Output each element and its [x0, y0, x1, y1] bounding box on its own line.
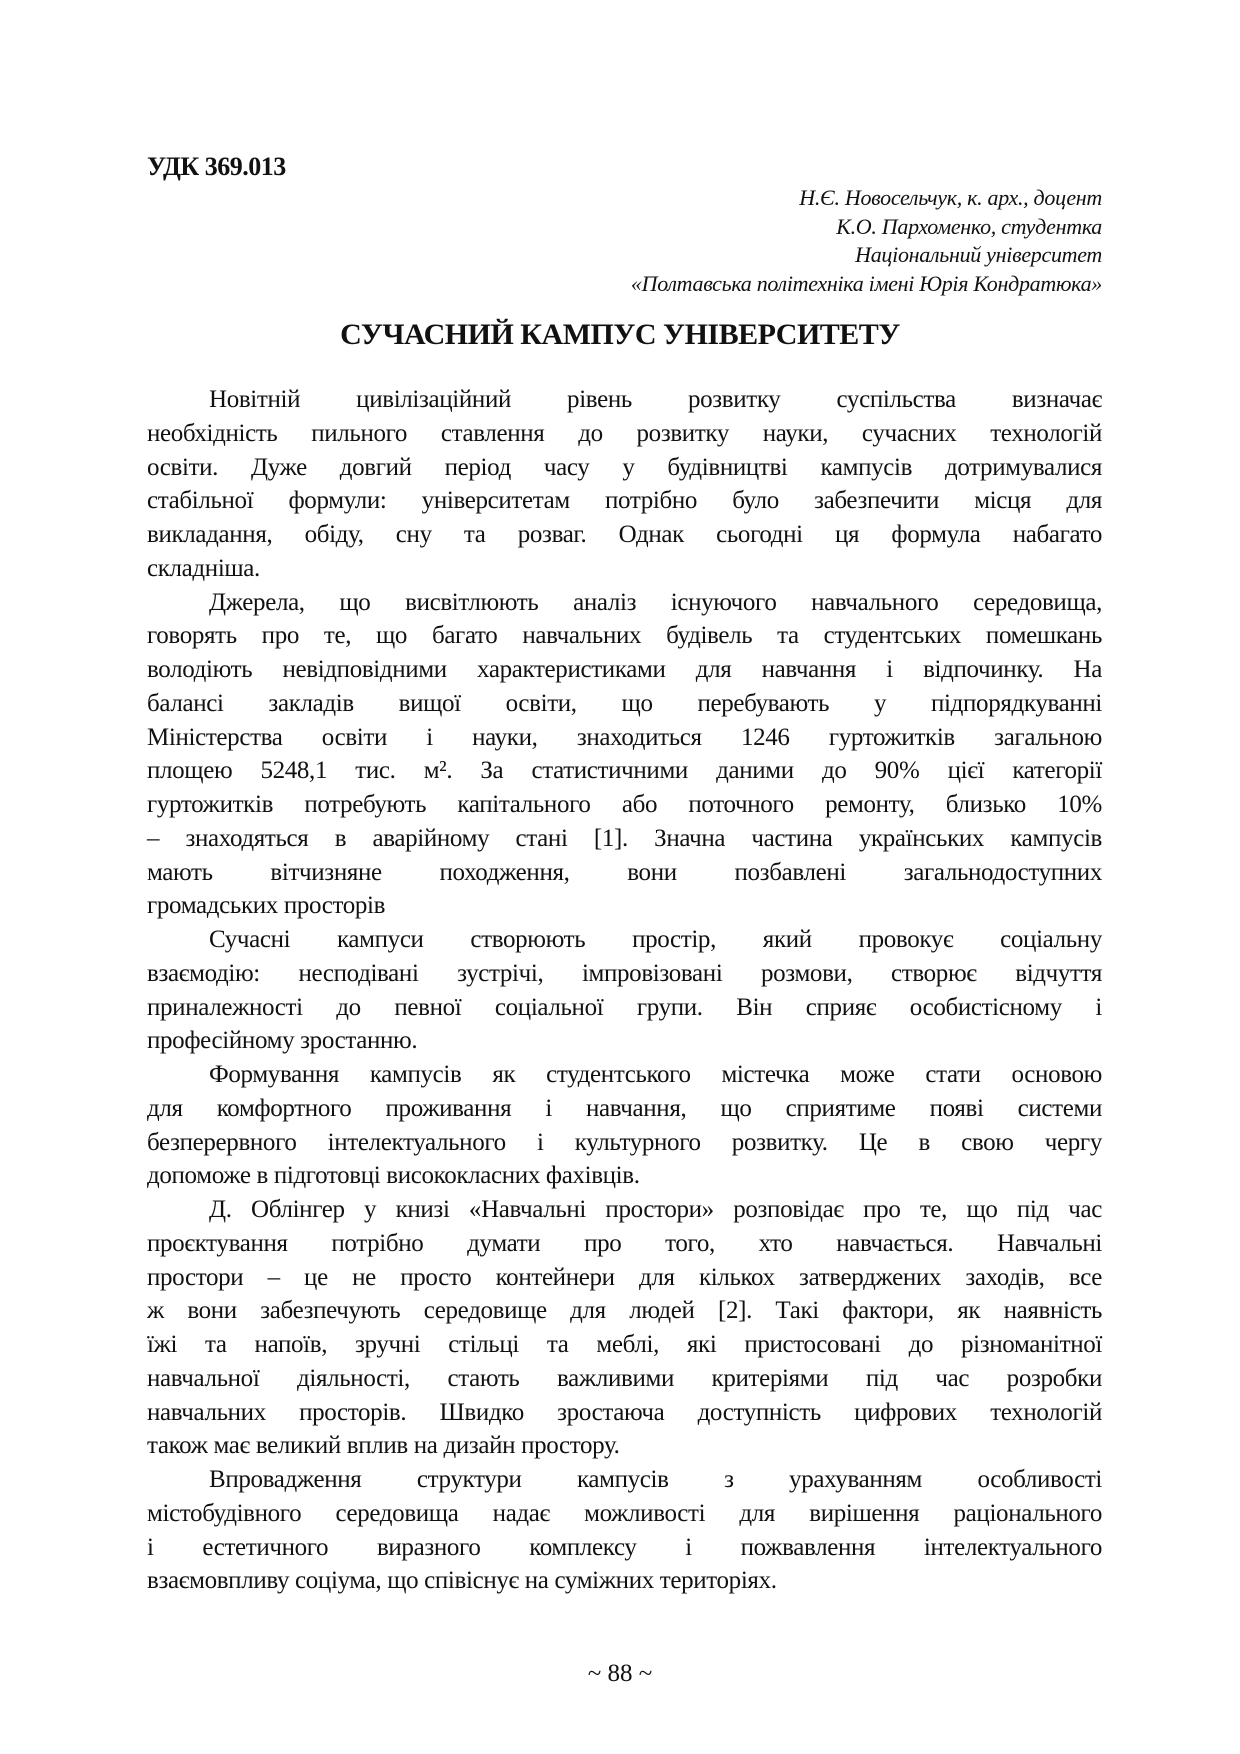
- text-line: – знаходяться в аварійному стані [1]. Значна частина українських кампусів: [147, 824, 1102, 852]
- author-1: Н.Є. Новосельчук, к. арх., доцент: [799, 185, 1102, 210]
- udk-code: УДК 369.013: [147, 152, 286, 181]
- text-line: викладання, обіду, сну та розваг. Однак сьогодні ця формула набагато: [147, 521, 1102, 548]
- text-line: мають вітчизняне походження, вони позбавлені загальнодоступних: [147, 858, 1102, 886]
- text-line: безперервного інтелектуального і культурного розвитку. Це в свою чергу: [147, 1128, 1102, 1156]
- text-line: необхідність пильного ставлення до розвитку науки, сучасних технологій: [147, 419, 1102, 447]
- text-line: також має великий вплив на дизайн простору.: [147, 1432, 620, 1460]
- text-line: навчальної діяльності, стають важливими критеріями під час розробки: [147, 1364, 1102, 1392]
- text-line: Д. Облінгер у книзі «Навчальні простори» розповідає про те, що під час: [209, 1196, 1102, 1223]
- text-line: Джерела, що висвітлюють аналіз існуючого навчального середовища,: [209, 588, 1102, 616]
- text-line: взаємодію: несподівані зустрічі, імпровізовані розмови, створює відчуття: [147, 959, 1102, 987]
- article-title: СУЧАСНИЙ КАМПУС УНІВЕРСИТЕТУ: [340, 318, 900, 351]
- text-line: гуртожитків потребують капітального або поточного ремонту, близько 10%: [147, 791, 1102, 818]
- text-line: взаємовпливу соціума, що співіснує на суміжних територіях.: [147, 1567, 777, 1595]
- text-line: навчальних просторів. Швидко зростаюча доступність цифрових технологій: [147, 1398, 1102, 1426]
- text-line: проєктування потрібно думати про того, хто навчається. Навчальні: [147, 1229, 1102, 1257]
- paragraph: [147, 383, 1102, 586]
- affiliation: Національний університет: [855, 242, 1102, 268]
- text-line: громадських просторів: [147, 892, 386, 920]
- text-line: професійному зростанню.: [147, 1027, 418, 1055]
- authors-block: [631, 184, 1102, 299]
- affiliation-name: «Полтавська політехніка імені Юрія Кондратюка»: [630, 271, 1102, 297]
- text-line: простори – це не просто контейнери для кількох затверджених заходів, все: [147, 1263, 1102, 1291]
- text-line: володіють невідповідними характеристиками для навчання і відпочинку. На: [147, 656, 1102, 683]
- text-line: Сучасні кампуси створюють простір, який провокує соціальну: [209, 926, 1102, 953]
- text-line: говорять про те, що багато навчальних будівель та студентських помешкань: [147, 622, 1102, 650]
- text-line: освіти. Дуже довгий період часу у будівництві кампусів дотримувалися: [147, 453, 1102, 481]
- text-line: приналежності до певної соціальної групи. Він сприяє особистісному і: [147, 993, 1102, 1021]
- text-line: Міністерства освіти і науки, знаходиться 1246 гуртожитків загальною: [147, 723, 1102, 751]
- text-line: Формування кампусів як студентського містечка може стати основою: [209, 1061, 1102, 1088]
- paragraph: [147, 923, 1102, 1058]
- text-line: для комфортного проживання і навчання, що сприятиме появі системи: [147, 1094, 1102, 1122]
- paragraph: [147, 586, 1102, 924]
- paragraph: [147, 1463, 1102, 1598]
- text-line: їжі та напоїв, зручні стільці та меблі, які пристосовані до різноманітної: [147, 1331, 1102, 1358]
- paragraph: [147, 1058, 1102, 1193]
- page-number: ~ 88 ~: [587, 1660, 653, 1687]
- text-line: складніша.: [147, 554, 260, 582]
- text-line: Впровадження структури кампусів з урахуванням особливості: [209, 1466, 1102, 1493]
- paragraph: [147, 1193, 1102, 1463]
- text-line: допоможе в підготовці висококласних фахівців.: [147, 1162, 640, 1190]
- text-line: стабільної формули: університетам потрібно було забезпечити місця для: [147, 487, 1102, 515]
- text-line: і естетичного виразного комплексу і пожвавлення інтелектуального: [147, 1533, 1102, 1561]
- text-line: містобудівного середовища надає можливості для вирішення раціонального: [147, 1499, 1102, 1527]
- text-line: ж вони забезпечують середовище для людей [2]. Такі фактори, як наявність: [147, 1297, 1102, 1325]
- text-line: площею 5248,1 тис. м². За статистичними даними до 90% цієї категорії: [147, 757, 1102, 785]
- author-2: К.О. Пархоменко, студентка: [836, 213, 1102, 239]
- text-line: балансі закладів вищої освіти, що перебувають у підпорядкуванні: [147, 689, 1102, 717]
- article-body: [147, 383, 1102, 1598]
- text-line: Новітній цивілізаційний рівень розвитку суспільства визначає: [209, 386, 1102, 413]
